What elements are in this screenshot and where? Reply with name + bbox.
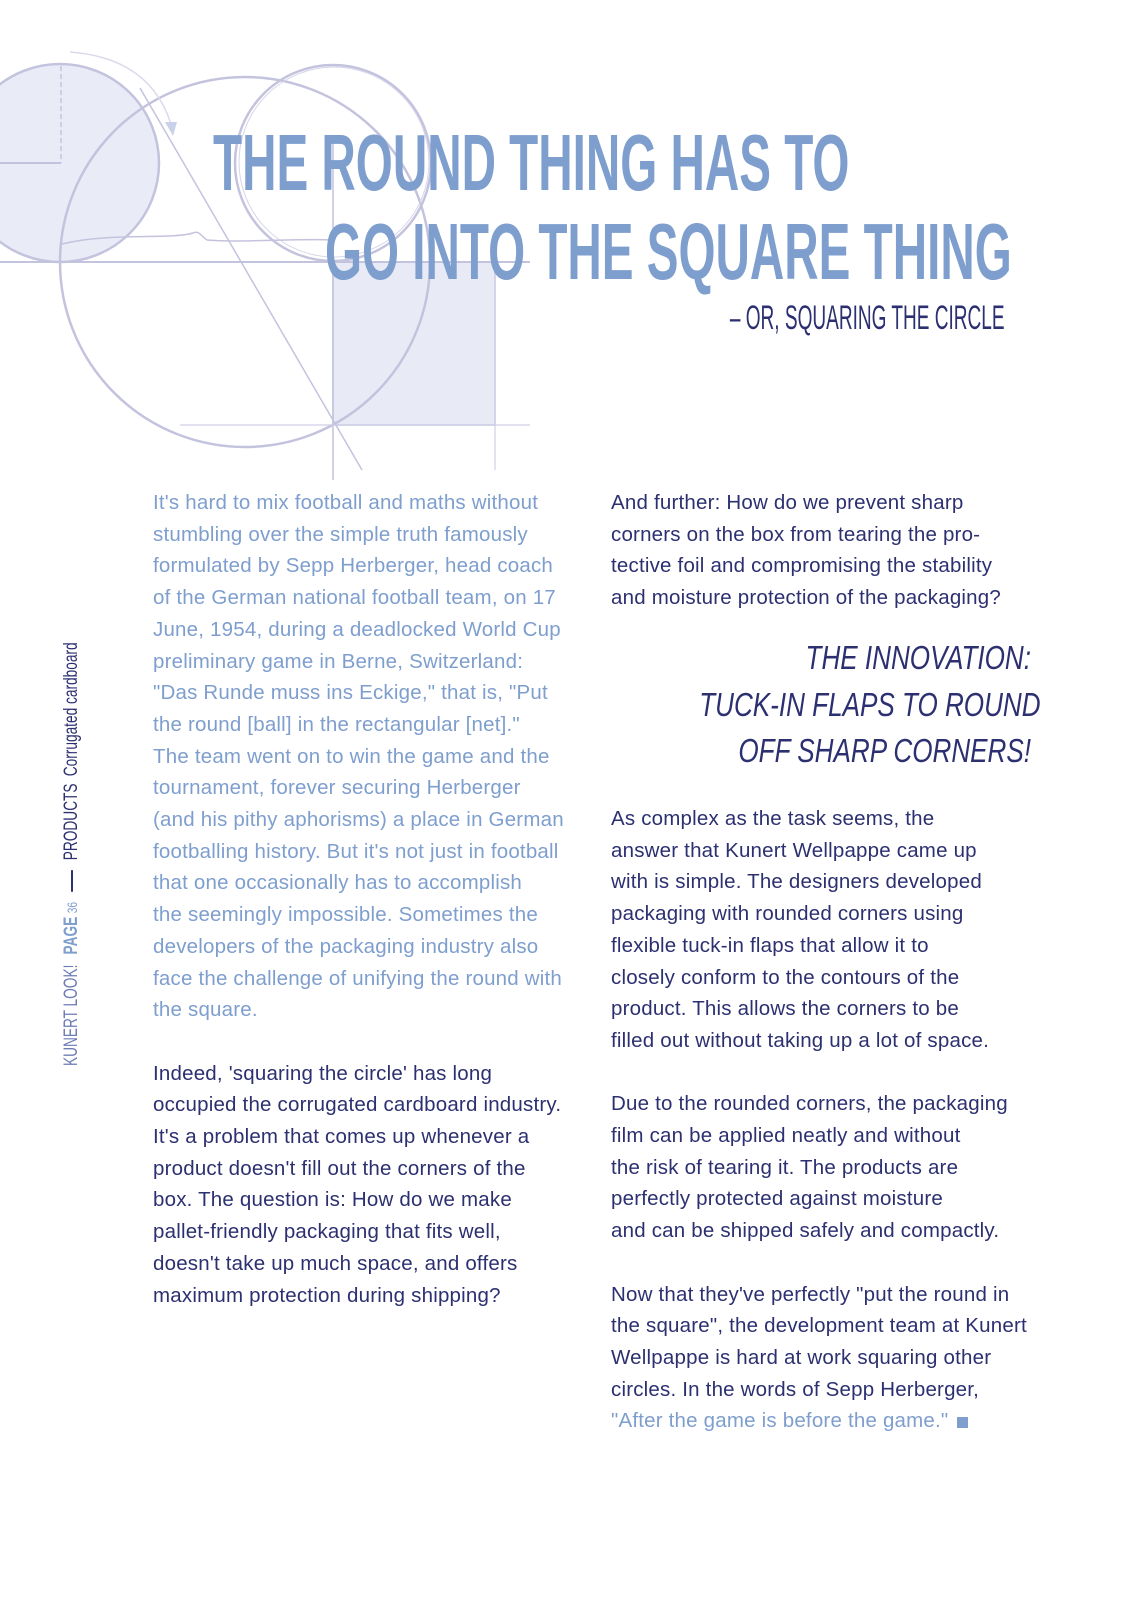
text-line: product doesn't fill out the corners of the <box>153 1156 526 1180</box>
text-line: the risk of tearing it. The products are <box>611 1155 959 1179</box>
text-line: packaging with rounded corners using <box>611 902 964 926</box>
text-line: corners on the box from tearing the pro- <box>611 522 981 546</box>
text-line: Indeed, 'squaring the circle' has long <box>153 1061 493 1085</box>
text-line: maximum protection during shipping? <box>153 1283 501 1307</box>
body-paragraph <box>153 1058 573 1312</box>
text-line: filled out without taking up a lot of space. <box>611 1028 990 1052</box>
text-line: doesn't take up much space, and offers <box>153 1251 518 1275</box>
closing-quote-line <box>611 1405 1031 1437</box>
text-line: face the challenge of unifying the round with <box>153 966 563 990</box>
subtitle: – OR, SQUARING THE CIRCLE <box>730 299 1005 337</box>
text-line: As complex as the task seems, the <box>611 807 935 830</box>
text-line: The team went on to win the game and the <box>153 744 550 768</box>
title-line-2: GO INTO THE SQUARE THING <box>325 207 1012 296</box>
text-line: the round [ball] in the rectangular [net]." <box>153 712 520 736</box>
text-line: Due to the rounded corners, the packaging <box>611 1092 1008 1116</box>
body-paragraph <box>611 1088 1031 1247</box>
text-line: stumbling over the simple truth famously <box>153 522 528 546</box>
page-number: 36 <box>64 901 80 914</box>
text-line: product. This allows the corners to be <box>611 997 959 1021</box>
text-line: closely conform to the contours of the <box>611 965 960 989</box>
closing-paragraph <box>611 1279 1031 1438</box>
text-line: OFF SHARP CORNERS! <box>738 732 1031 769</box>
pull-quote <box>699 635 1041 775</box>
text-line: Now that they've perfectly "put the round in <box>611 1282 1010 1306</box>
text-line: the square. <box>153 998 258 1022</box>
text-line: with is simple. The designers developed <box>611 870 982 894</box>
text-line: the seemingly impossible. Sometimes the <box>153 903 538 927</box>
text-line: and moisture protection of the packaging? <box>611 586 1001 610</box>
text-line: of the German national football team, on 17 <box>153 586 556 610</box>
text-line: tournament, forever securing Herberger <box>153 776 521 800</box>
intro-paragraph <box>153 487 573 1026</box>
text-line: footballing history. But it's not just in football <box>153 839 559 863</box>
text-line: that one occasionally has to accomplish <box>153 871 523 895</box>
text-line: And further: How do we prevent sharp <box>611 491 964 514</box>
topic-name: Corrugated cardboard <box>61 642 82 777</box>
text-line: TUCK-IN FLAPS TO ROUND <box>699 685 1041 723</box>
text-line: pallet-friendly packaging that fits well, <box>153 1220 501 1244</box>
text-line: perfectly protected against moisture <box>611 1187 943 1211</box>
text-line: occupied the corrugated cardboard industry. <box>153 1093 562 1117</box>
text-line: the square", the development team at Kunert <box>611 1314 1027 1338</box>
text-line: June, 1954, during a deadlocked World Cup <box>153 617 561 641</box>
text-line: flexible tuck-in flaps that allow it to <box>611 933 929 957</box>
end-of-article-square-icon <box>957 1417 968 1428</box>
text-line: Wellpappe is hard at work squaring other <box>611 1345 992 1369</box>
magazine-name: KUNERT LOOK! <box>61 964 82 1066</box>
closing-quote: "After the game is before the game." <box>611 1409 949 1433</box>
title-line-1: THE ROUND THING HAS TO <box>213 118 850 207</box>
text-line: preliminary game in Berne, Switzerland: <box>153 649 524 673</box>
text-line: tective foil and compromising the stability <box>611 554 993 578</box>
text-line: It's a problem that comes up whenever a <box>153 1125 530 1149</box>
separator-rule <box>71 870 73 892</box>
text-line: film can be applied neatly and without <box>611 1124 961 1148</box>
page-label: PAGE <box>61 916 82 955</box>
section-name: PRODUCTS <box>61 783 82 861</box>
text-line: circles. In the words of Sepp Herberger, <box>611 1377 980 1401</box>
text-line: "Das Runde muss ins Eckige," that is, "Put <box>153 681 548 705</box>
text-line: (and his pithy aphorisms) a place in German <box>153 808 564 832</box>
text-line: developers of the packaging industry also <box>153 934 539 958</box>
text-line: and can be shipped safely and compactly. <box>611 1219 1000 1243</box>
text-line: It's hard to mix football and maths without <box>153 491 539 514</box>
vertical-running-header <box>61 620 83 1066</box>
body-paragraph <box>611 487 1031 614</box>
text-line: answer that Kunert Wellpappe came up <box>611 838 977 862</box>
right-column <box>611 487 1041 1437</box>
text-line: THE INNOVATION: <box>805 639 1031 676</box>
body-paragraph <box>611 803 1031 1057</box>
left-column <box>153 487 573 1311</box>
closing-paragraph-lines <box>611 1279 1031 1406</box>
text-line: formulated by Sepp Herberger, head coach <box>153 554 554 578</box>
text-line: box. The question is: How do we make <box>153 1188 512 1212</box>
